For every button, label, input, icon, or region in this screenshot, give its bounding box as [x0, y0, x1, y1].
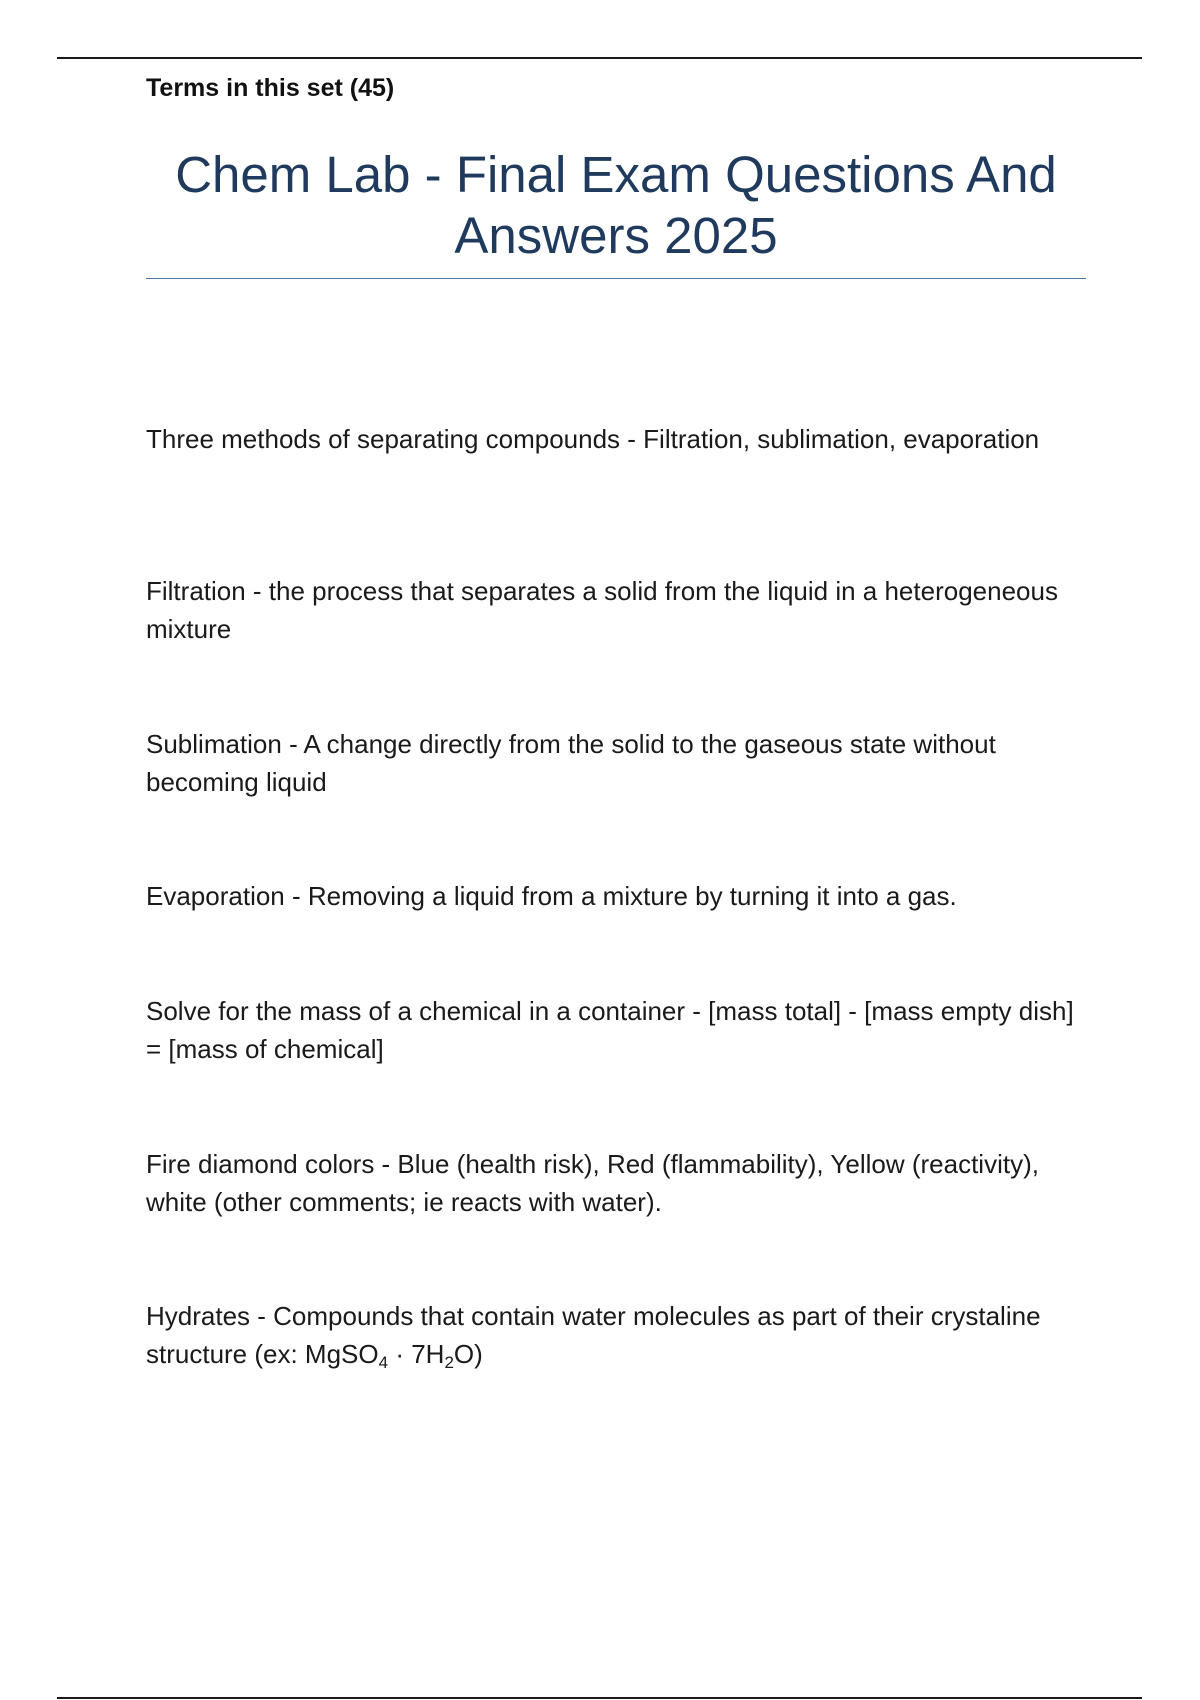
term-item: Evaporation - Removing a liquid from a mixture by turning it into a gas. [146, 881, 957, 911]
term-item: Fire diamond colors - Blue (health risk), Red (flammability), Yellow (reactivity), white (other comments; ie reacts with water). [146, 1149, 1039, 1217]
term-item: Three methods of separating compounds - Filtration, sublimation, evaporation [146, 424, 1040, 454]
top-divider [57, 57, 1142, 59]
set-count-label: Terms in this set (45) [146, 74, 395, 102]
document-title: Chem Lab - Final Exam Questions And Answers 2025 [175, 146, 1057, 264]
term-item: Filtration - the process that separates a solid from the liquid in a heterogeneous mixture [146, 576, 1058, 644]
title-block [146, 144, 1086, 279]
term-text: Hydrates - Compounds that contain water molecules as part of their crystaline structure (ex: MgSO [146, 1301, 1041, 1369]
term-text: · 7H [388, 1339, 445, 1369]
subscript: 2 [444, 1353, 454, 1372]
term-item: Solve for the mass of a chemical in a container - [mass total] - [mass empty dish] = [mass of chemical] [146, 996, 1074, 1064]
subscript: 4 [378, 1353, 389, 1372]
bottom-divider [57, 1697, 1142, 1699]
term-item: Sublimation - A change directly from the solid to the gaseous state without becoming liquid [146, 729, 996, 797]
term-item [146, 1297, 1096, 1373]
term-text: O) [453, 1339, 483, 1369]
